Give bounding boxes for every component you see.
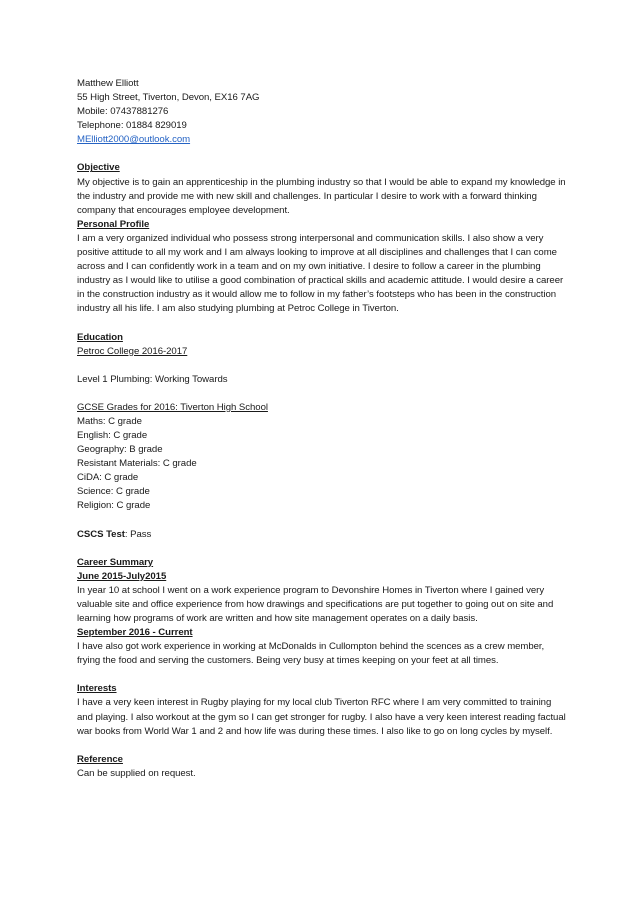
objective-text: My objective is to gain an apprenticeship in the plumbing industry so that I would be able to expand my knowledge in the industry and provide me with new skill and challenges. In particular I desire to work with a forward thinking company that encourages employee development. — [77, 176, 566, 216]
reference-heading: Reference — [77, 753, 123, 765]
grade-item: Geography: B grade — [77, 444, 163, 456]
contact-mobile: Mobile: 07437881276 — [77, 106, 169, 118]
profile-text: I am a very organized individual who possess strong interpersonal and communication skills. I also show a very positive attitude to all my work and I am always looking to improve at all disciplines and challenges that I can come across and I can confidently work in a team and on my own initiative. I desire to follow a career in the plumbing industry as I would like to utilise a good combination of practical skills and academic attitude. I would desire a career in the construction industry as it would allow me to follow in my father’s footsteps who has been in the construction industry all his life. I am also studying plumbing at Petroc College in Tiverton. — [77, 232, 564, 315]
cscs-label: CSCS Test — [77, 528, 125, 540]
cscs-line — [77, 528, 567, 542]
profile-heading: Personal Profile — [77, 218, 150, 230]
interests-heading: Interests — [77, 683, 117, 695]
objective-section — [77, 161, 567, 217]
objective-heading: Objective — [77, 162, 120, 174]
gcse-heading: GCSE Grades for 2016: Tiverton High School — [77, 401, 268, 413]
grade-item: Resistant Materials: C grade — [77, 458, 197, 470]
job-description: I have also got work experience in working at McDonalds in Cullompton behind the scences as a crew member, frying the food and serving the customers. Being very busy at times keeping on your feet at all times. — [77, 641, 545, 667]
job-description: In year 10 at school I went on a work experience program to Devonshire Homes in Tiverton where I gained very valuable site and office experience from how drawings and specifications are put together to going out on site and learning how programs of work are written and how site management operates on a daily basis. — [77, 584, 554, 624]
education-heading: Education — [77, 331, 123, 343]
education-course: Level 1 Plumbing: Working Towards — [77, 373, 228, 385]
interests-text: I have a very keen interest in Rugby playing for my local club Tiverton RFC where I am very committed to training and playing. I also workout at the gym so I can get stronger for rugby. I also have a very keen interest reading factual war books from World War 1 and 2 and how life was during these times. I also like to go on long cycles by myself. — [77, 697, 566, 737]
contact-address: 55 High Street, Tiverton, Devon, EX16 7AG — [77, 92, 260, 104]
grade-item: Maths: C grade — [77, 415, 142, 427]
grade-item: Science: C grade — [77, 486, 150, 498]
cscs-value: : Pass — [124, 528, 152, 540]
contact-email-link[interactable]: MElliott2000@outlook.com — [77, 134, 191, 146]
education-college: Petroc College 2016-2017 — [77, 345, 188, 357]
contact-name: Matthew Elliott — [77, 78, 139, 89]
job-period: June 2015-July2015 — [77, 570, 167, 582]
education-section — [77, 331, 567, 514]
grade-item: CiDA: C grade — [77, 472, 139, 484]
career-section — [77, 556, 567, 669]
grade-item: English: C grade — [77, 429, 148, 441]
career-heading: Career Summary — [77, 556, 154, 568]
grade-item: Religion: C grade — [77, 500, 151, 512]
contact-telephone: Telephone: 01884 829019 — [77, 120, 187, 132]
interests-section — [77, 682, 567, 738]
reference-section — [77, 753, 567, 781]
cv-document — [77, 77, 567, 781]
reference-text: Can be supplied on request. — [77, 767, 196, 779]
contact-block — [77, 77, 567, 147]
job-period: September 2016 - Current — [77, 627, 193, 639]
profile-section — [77, 218, 567, 317]
